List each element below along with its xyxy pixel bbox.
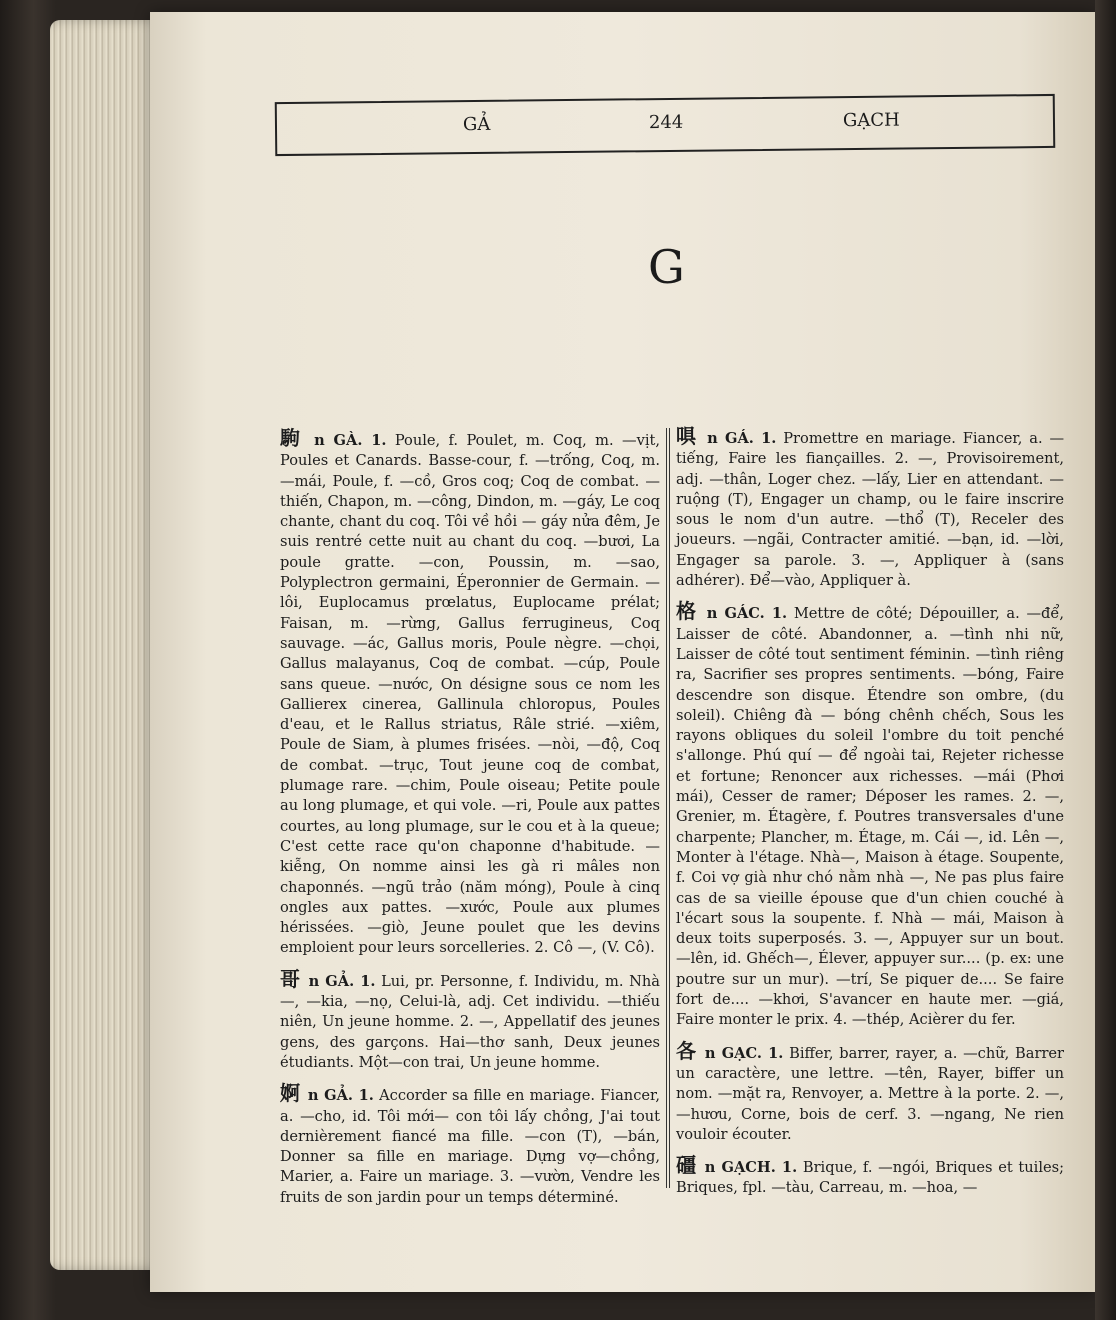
han-character: 婀 — [280, 1081, 301, 1106]
han-character: 駒 — [280, 426, 304, 450]
dictionary-entry — [676, 1038, 1065, 1145]
entry-headword: n GÁ. 1. — [707, 430, 777, 447]
han-character: 各 — [676, 1038, 698, 1063]
entry-definition: Mettre de côté; Dépouiller, a. —để, Laisser de côté. Abandonner, a. —tình nhi nữ, Laisser de côté tout sentiment féminin. —tình riêng ra, Sacrifier ses propres sentiments. —bóng, Faire descendre son disque. Étendre son ombre, (du soleil). Chiêng đà — bóng chênh chếch, Sous les rayons obliques du soleil l'ombre du toit penché s'allonge. Phú quí — để ngoài tai, Rejeter richesse et fortune; Renoncer aux richesses. —mái (Phơi mái), Cesser de ramer; Déposer les rames. 2. —, Grenier, m. Étagère, f. Poutres transversales d'une charpente; Plancher, m. Étage, m. Cái —, id. Lên —, Monter à l'étage. Nhà—, Maison à étage. Soupente, f. Coi vợ già như chó nằm nhà —, Ne pas plus faire cas de sa vieille épouse que d'un chien couché à l'écart sous la soupente. f. Nhà — mái, Maison à deux toits superposés. 3. —, Appuyer sur un bout. —lên, id. Ghếch—, Élever, appuyer sur.... (p. ex: une poutre sur un mur). —trí, Se piquer de.... Se faire fort de.... —khơi, S'avancer en haute mer. —giá, Faire monter le prix. 4. —thép, Acièrer du fer. — [676, 605, 1065, 1029]
entry-definition: Accorder sa fille en mariage. Fiancer, a. —cho, id. Tôi mới— con tôi lấy chồng, J'ai tout dernièrement fiancé ma fille. —con (T), —bán, Donner sa fille en mariage. Dựng vợ—chồng, Marier, a. Faire un mariage. 3. —vườn, Vendre les fruits de son jardin pour un temps déterminé. — [280, 1087, 661, 1206]
dictionary-entry — [280, 966, 661, 1073]
entry-headword: n GẢ. 1. — [308, 972, 376, 990]
entry-definition: Lui, pr. Personne, f. Individu, m. Nhà —, —kia, —nọ, Celui-là, adj. Cet individu. —thiếu niên, Un jeune homme. 2. —, Appellatif des jeunes gens, des garçons. Hai—thơ sanh, Deux jeunes étudiants. Một—con trai, Un jeune homme. — [280, 972, 661, 1071]
entry-definition: Biffer, barrer, rayer, a. —chữ, Barrer un caractère, une lettre. —tên, Rayer, biffer un nom. —mặt ra, Renvoyer, a. Mettre à la porte. 2. —, —hươu, Corne, bois de cerf. 3. —ngang, Ne rien vouloir écouter. — [676, 1044, 1065, 1143]
section-letter: G — [648, 240, 685, 294]
book-cover-edge — [1095, 0, 1116, 1320]
running-header — [275, 94, 1056, 156]
entry-definition: Brique, f. —ngói, Briques et tuiles; Briques, fpl. —tàu, Carreau, m. —hoa, — — [676, 1159, 1065, 1197]
entry-definition: Promettre en mariage. Fiancer, a. —tiếng, Faire les fiançailles. 2. —, Provisoirement, adj. —thân, Loger chez. —lấy, Lier en attendant. —ruộng (T), Engager un champ, ou le faire inscrire sous le nom d'un autre. —thổ (T), Receler des joueurs. —ngãi, Contracter amitié. —bạn, id. —lời, Engager sa parole. 3. —, Appliquer à (sans adhérer). Để—vào, Appliquer à. — [676, 430, 1065, 590]
entry-definition: Poule, f. Poulet, m. Coq, m. —vịt, Poules et Canards. Basse-cour, f. —trống, Coq, m. —mái, Poule, f. —cồ, Gros coq; Coq de combat. —thiến, Chapon, m. —công, Dindon, m. —gáy, Le coq chante, chant du coq. Tôi về hồi — gáy nửa đêm, Je suis rentré cette nuit au chant du coq. —bươi, La poule gratte. —con, Poussin, m. —sao, Polyplectron germaini, Éperonnier de Germain. —lôi, Euplocamus prœlatus, Euplocame prélat; Faisan, m. —rừng, Gallus ferrugineus, Coq sauvage. —ác, Gallus moris, Poule nègre. —chọi, Gallus malayanus, Coq de combat. —cúp, Poule sans queue. —nước, On désigne sous ce nom les Gallierex cinerea, Gallinula chloropus, Poules d'eau, et le Rallus striatus, Râle strié. —xiêm, Poule de Siam, à plumes frisées. —nòi, —độ, Coq de combat. —trục, Tout jeune coq de combat, plumage rare. —chim, Poule oiseau; Petite poule au long plumage, et qui vole. —ri, Poule aux pattes courtes, au long plumage, sur le cou et à la queue; C'est cette race qu'on chaponne d'habitude. —kiễng, On nomme ainsi les gà ri mâles non chaponnés. —ngũ trảo (năm móng), Poule à cinq ongles aux pattes. —xước, Poule aux plumes hérissées. —giò, Jeune poulet que les devins emploient pour leurs sorcelleries. 2. Cô —, (V. Cô). — [280, 432, 661, 957]
header-right-guideword: GẠCH — [842, 109, 900, 132]
han-character: 礓 — [676, 1153, 698, 1178]
han-character: 㖵 — [676, 424, 699, 448]
column-divider — [666, 428, 670, 1188]
han-character: 格 — [676, 599, 699, 624]
dictionary-entry — [280, 428, 660, 959]
entry-headword: n GÁC. 1. — [706, 605, 788, 623]
entry-headword: n GẠCH. 1. — [704, 1159, 798, 1177]
han-character: 哥 — [280, 966, 301, 991]
dictionary-entry — [280, 1083, 660, 1208]
entry-headword: n GÀ. 1. — [314, 432, 387, 449]
dictionary-entry — [676, 1155, 1064, 1199]
header-left-guideword: GẢ — [462, 113, 491, 136]
entry-headword: n GẠC. 1. — [704, 1044, 784, 1062]
page-number: 244 — [648, 111, 684, 134]
right-column — [676, 426, 1064, 1209]
entry-headword: n GẢ. 1. — [307, 1087, 374, 1105]
dictionary-entry — [676, 426, 1064, 591]
left-column — [280, 428, 660, 1218]
dictionary-entry — [676, 601, 1064, 1030]
